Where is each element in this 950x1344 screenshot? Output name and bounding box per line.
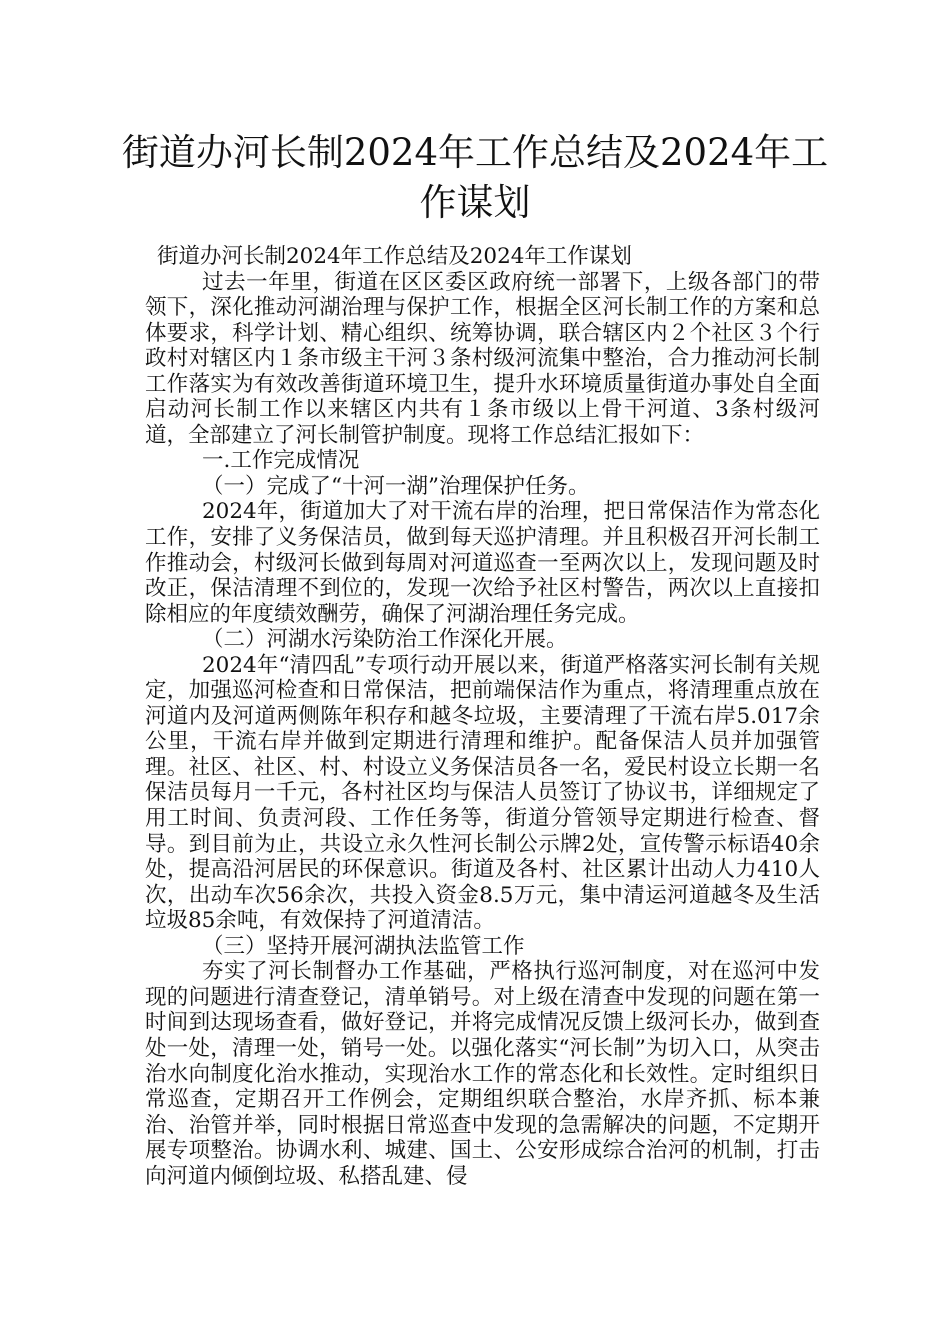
body-paragraph: 夯实了河长制督办工作基础，严格执行巡河制度，对在巡河中发现的问题进行清查登记，清单销号。对上级在清查中发现的问题在第一时间到达现场查看，做好登记，并将完成情况反馈上级河长办，做到查处一处，清理一处，销号一处。以强化落实“河长制”为切入口，从突击治水向制度化治水推动，实现治水工作的常态化和长效性。定时组织日常巡查，定期召开工作例会，定期组织联合整治，水岸齐抓、标本兼治、治管并举，同时根据日常巡查中发现的急需解决的问题，不定期开展专项整治。协调水利、城建、国土、公安形成综合治河的机制，打击向河道内倾倒垃圾、私搭乱建、侵 (145, 959, 820, 1189)
intro-paragraph: 过去一年里，街道在区区委区政府统一部署下，上级各部门的带领下，深化推动河湖治理与保护工作，根据全区河长制工作的方案和总体要求，科学计划、精心组织、统筹协调，联合辖区内２个社区３个行政村对辖区内１条市级主干河３条村级河流集中整治，合力推动河长制工作落实为有效改善街道环境卫生，提升水环境质量街道办事处自全面启动河长制工作以来辖区内共有１条市级以上骨干河道、3条村级河道，全部建立了河长制管护制度。现将工作总结汇报如下： (145, 269, 820, 448)
body-paragraph: 2024年，街道加大了对干流右岸的治理，把日常保洁作为常态化工作，安排了义务保洁员，做到每天巡护清理。并且积极召开河长制工作推动会，村级河长做到每周对河道巡查一至两次以上，发现问题及时改正，保洁清理不到位的，发现一次给予社区村警告，两次以上直接扣除相应的年度绩效酬劳，确保了河湖治理任务完成。 (145, 499, 820, 627)
document-body (145, 244, 820, 1189)
item-heading: （二）河湖水污染防治工作深化开展。 (202, 627, 568, 653)
item-heading: （三）坚持开展河湖执法监管工作 (202, 933, 525, 959)
body-paragraph: 2024年“清四乱”专项行动开展以来，街道严格落实河长制有关规定，加强巡河检查和日常保洁，把前端保洁作为重点，将清理重点放在河道内及河道两侧陈年积存和越冬垃圾，主要清理了干流右岸5.017余公里，干流右岸并做到定期进行清理和维护。配备保洁人员并加强管理。社区、社区、村、村设立义务保洁员各一名，爱民村设立长期一名保洁员每月一千元，各村社区均与保洁人员签订了协议书，详细规定了用工时间、负责河段、工作任务等，街道分管领导定期进行检查、督导。到目前为止，共设立永久性河长制公示牌2处，宣传警示标语40余处，提高沿河居民的环保意识。街道及各村、社区累计出动人力410人次，出动车次56余次，共投入资金8.5万元，集中清运河道越冬及生活垃圾85余吨，有效保持了河道清洁。 (145, 652, 820, 934)
section-heading: 一.工作完成情况 (202, 448, 360, 474)
item-heading: （一）完成了“十河一湖”治理保护任务。 (202, 473, 590, 499)
document-title: 街道办河长制2024年工作总结及2024年工作谋划 (121, 131, 829, 224)
document-subtitle: 街道办河长制2024年工作总结及2024年工作谋划 (157, 244, 632, 269)
